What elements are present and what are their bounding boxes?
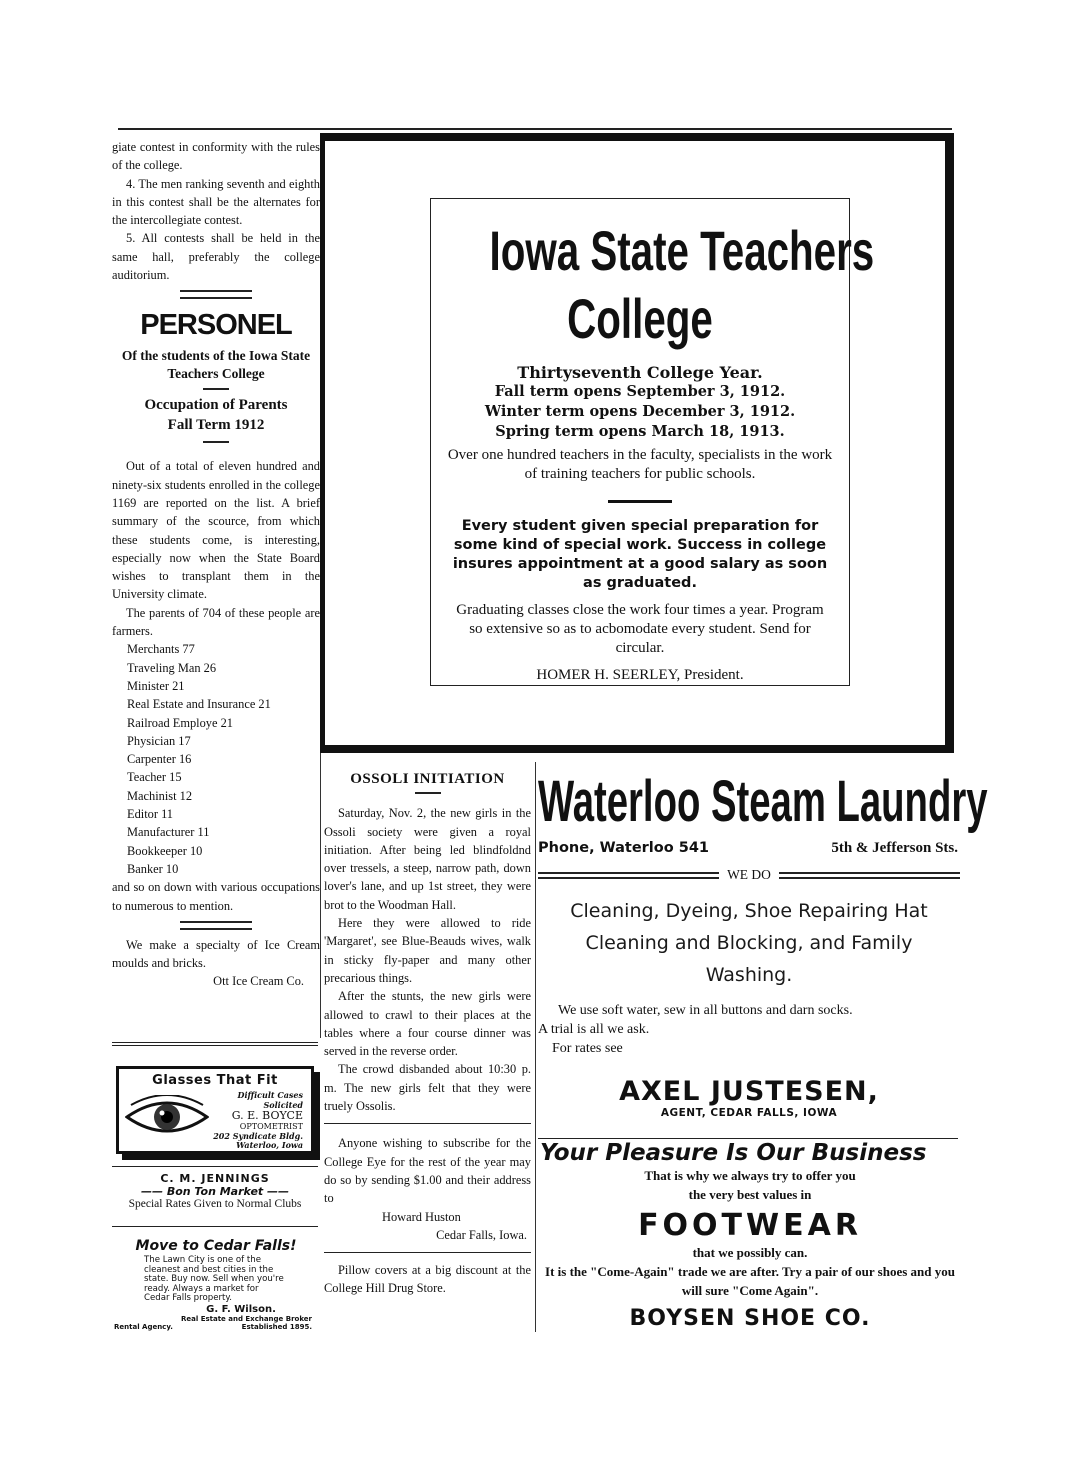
boysen-ad (540, 1140, 960, 1331)
isu-president: HOMER H. SEERLEY, President. (536, 667, 744, 683)
ossoli-p4: The crowd disbanded about 10:30 p. m. The new girls felt that they were truely Ossolis. (324, 1062, 531, 1114)
laundry-trial: A trial is all we ask. (538, 1022, 650, 1037)
wilson-role: Real Estate and Exchange Broker (181, 1314, 312, 1323)
boysen-line2: the very best values in (688, 1187, 812, 1202)
isu-winter-term: Winter term opens December 3, 1912. (484, 403, 796, 420)
isu-spring-term: Spring term opens March 18, 1913. (495, 423, 785, 440)
occupation-list (112, 640, 320, 878)
isu-special: Every student given special preparation for some kind of special work. Success in college insures appointment at a good salary as soon as graduated. (452, 518, 828, 591)
ad-divider (112, 1042, 318, 1046)
list-item: Carpenter 16 (127, 752, 192, 767)
isu-title-line1: Iowa State Teachers (489, 219, 875, 282)
we-do-label: WE DO (727, 867, 771, 882)
glasses-ad-details (207, 1091, 303, 1151)
short-divider (203, 441, 229, 443)
icecream-ad-text: We make a specialty of Ice Cream moulds and bricks. (112, 937, 320, 971)
isu-ad (430, 198, 875, 686)
middle-column (324, 770, 531, 1298)
isu-year: Thirtyseventh College Year. (517, 363, 763, 382)
section-divider (180, 290, 252, 299)
ossoli-p2: Here they were allowed to ride 'Margaret', see Blue-Beauds wives, walk in sticky fly-paper and many other precarious things. (324, 916, 531, 985)
top-rule (118, 128, 952, 130)
contest-rule-5: 5. All contests shall be held in the same hall, preferably the college auditorium. (112, 231, 320, 283)
list-item: Physician 17 (127, 733, 191, 748)
glasses-ad-title: Glasses That Fit (152, 1073, 278, 1088)
double-rule (538, 872, 719, 879)
jennings-market-label: Bon Ton Market (166, 1185, 264, 1198)
wilson-footer (114, 1323, 318, 1331)
wilson-body: The Lawn City is one of the cleanest and best cities in the state. Buy now. Sell when you're ready. Always a market for Cedar Falls property. (144, 1255, 284, 1304)
list-item: Banker 10 (127, 861, 179, 876)
laundry-agent: AXEL JUSTESEN, (619, 1076, 879, 1107)
glasses-ad-name: G. E. BOYCE (231, 1109, 303, 1122)
jennings-name: C. M. JENNINGS (160, 1172, 270, 1185)
wilson-name: G. F. Wilson. (206, 1303, 276, 1315)
laundry-contact (538, 840, 960, 857)
boysen-footwear: FOOTWEAR (638, 1208, 862, 1243)
laundry-phone: Phone, Waterloo 541 (538, 840, 710, 856)
boysen-company: BOYSEN SHOE CO. (629, 1306, 871, 1331)
personel-subheading: Of the students of the Iowa State Teachers College (121, 348, 311, 382)
laundry-rates: For rates see (552, 1041, 623, 1056)
list-item: Machinist 12 (127, 788, 193, 803)
list-item: Bookkeeper 10 (127, 843, 203, 858)
list-item: Editor 11 (127, 807, 173, 822)
subscribe-text: Anyone wishing to subscribe for the College Eye for the rest of the year may do so by sending $1.00 and their address to (324, 1136, 531, 1206)
occupation-closing: and so on down with various occupations to numerous to mention. (112, 880, 320, 913)
occupation-heading: Occupation of Parents (144, 397, 288, 414)
wilson-title: Move to Cedar Falls! (135, 1238, 297, 1254)
list-item: Traveling Man 26 (127, 660, 217, 675)
section-divider (180, 921, 252, 930)
contest-rules-continued: giate contest in conformity with the rules of the college. (112, 140, 320, 173)
boysen-line1: That is why we always try to offer you (644, 1168, 856, 1183)
ossoli-p3: After the stunts, the new girls were allowed to crawl to their places at the tables where a four course dinner was served in the reverse order. (324, 989, 531, 1059)
contest-rule-4: 4. The men ranking seventh and eighth in this contest shall be the alternates for the intercollegiate contest. (112, 176, 320, 228)
glasses-ad (116, 1066, 314, 1154)
ossoli-p1: Saturday, Nov. 2, the new girls in the Ossoli society were given a royal initiation. After being led blindfoldnd over tressels, a steep, narrow path, down lover's lane, and up 1st street, they were brot to the Woodman Hall. (324, 806, 531, 912)
personel-intro: Out of a total of eleven hundred and ninety-six students enrolled in the college 1169 are reported on the list. A brief summary of the scource, from which these students come, is interesting, especially now when the State Board wishes to transplant them in the University climate. (112, 459, 320, 602)
double-rule (779, 872, 960, 879)
boysen-title: Your Pleasure Is Our Business (540, 1140, 927, 1166)
wilson-rental: Rental Agency. (114, 1322, 173, 1331)
laundry-address: 5th & Jefferson Sts. (831, 840, 958, 856)
jennings-rates: Special Rates Given to Normal Clubs (128, 1198, 302, 1210)
column-rule (535, 762, 536, 1332)
subscribe-city: Cedar Falls, Iowa. (436, 1227, 527, 1242)
ad-divider (538, 1138, 958, 1139)
list-item: Teacher 15 (127, 770, 182, 785)
ad-divider (112, 1226, 318, 1227)
occupation-term: Fall Term 1912 (167, 417, 265, 434)
left-column (112, 138, 320, 991)
glasses-ad-address1: 202 Syndicate Bldg. (213, 1130, 303, 1141)
jennings-market: —— Bon Ton Market —— (140, 1185, 290, 1198)
laundry-soft-water: We use soft water, sew in all buttons and darn socks. (558, 1003, 853, 1018)
laundry-services: Cleaning, Dyeing, Shoe Repairing Hat Cleaning and Blocking, and Family Washing. (570, 900, 928, 986)
personel-heading: PERSONEL (140, 309, 292, 342)
article-divider (324, 1123, 531, 1124)
glasses-ad-role: OPTOMETRIST (239, 1122, 303, 1131)
isu-divider (608, 500, 672, 503)
isu-faculty: Over one hundred teachers in the faculty, specialists in the work of training teachers for public schools. (447, 447, 833, 482)
isu-graduating: Graduating classes close the work four times a year. Program so extensive so as to acbomodate every student. Send for circular. (456, 602, 824, 656)
list-item: Real Estate and Insurance 21 (127, 697, 271, 712)
laundry-agent-sub: AGENT, CEDAR FALLS, IOWA (660, 1107, 838, 1119)
isu-fall-term: Fall term opens September 3, 1912. (494, 383, 786, 400)
we-do-banner (538, 867, 960, 883)
isu-title-line2: College (567, 287, 713, 350)
ad-divider (112, 1166, 318, 1167)
jennings-ad (112, 1172, 318, 1210)
list-item: Merchants 77 (127, 642, 195, 657)
ossoli-title: OSSOLI INITIATION (350, 771, 505, 787)
wilson-established: Established 1895. (241, 1322, 312, 1331)
list-item: Manufacturer 11 (127, 825, 210, 840)
glasses-ad-line1: Difficult Cases Solicited (237, 1090, 303, 1110)
pillow-ad: Pillow covers at a big discount at the College Hill Drug Store. (324, 1263, 531, 1296)
article-divider (324, 1252, 531, 1253)
eye-icon (125, 1095, 209, 1139)
boysen-line4: It is the "Come-Again" trade we are after. Try a pair of our shoes and you will sure "Come Again". (545, 1264, 955, 1298)
icecream-ad-signature: Ott Ice Cream Co. (213, 974, 304, 989)
short-divider (203, 388, 229, 390)
subscribe-name: Howard Huston (382, 1209, 461, 1224)
short-divider (415, 792, 441, 794)
list-item: Minister 21 (127, 678, 185, 693)
list-item: Railroad Employe 21 (127, 715, 233, 730)
personel-farmers: The parents of 704 of these people are farmers. (112, 605, 320, 639)
boysen-line3: that we possibly can. (692, 1245, 808, 1260)
glasses-ad-address2: Waterloo, Iowa (236, 1140, 303, 1150)
wilson-ad (114, 1238, 318, 1331)
laundry-ad (538, 769, 988, 1119)
laundry-title: Waterloo Steam Laundry (538, 769, 988, 834)
